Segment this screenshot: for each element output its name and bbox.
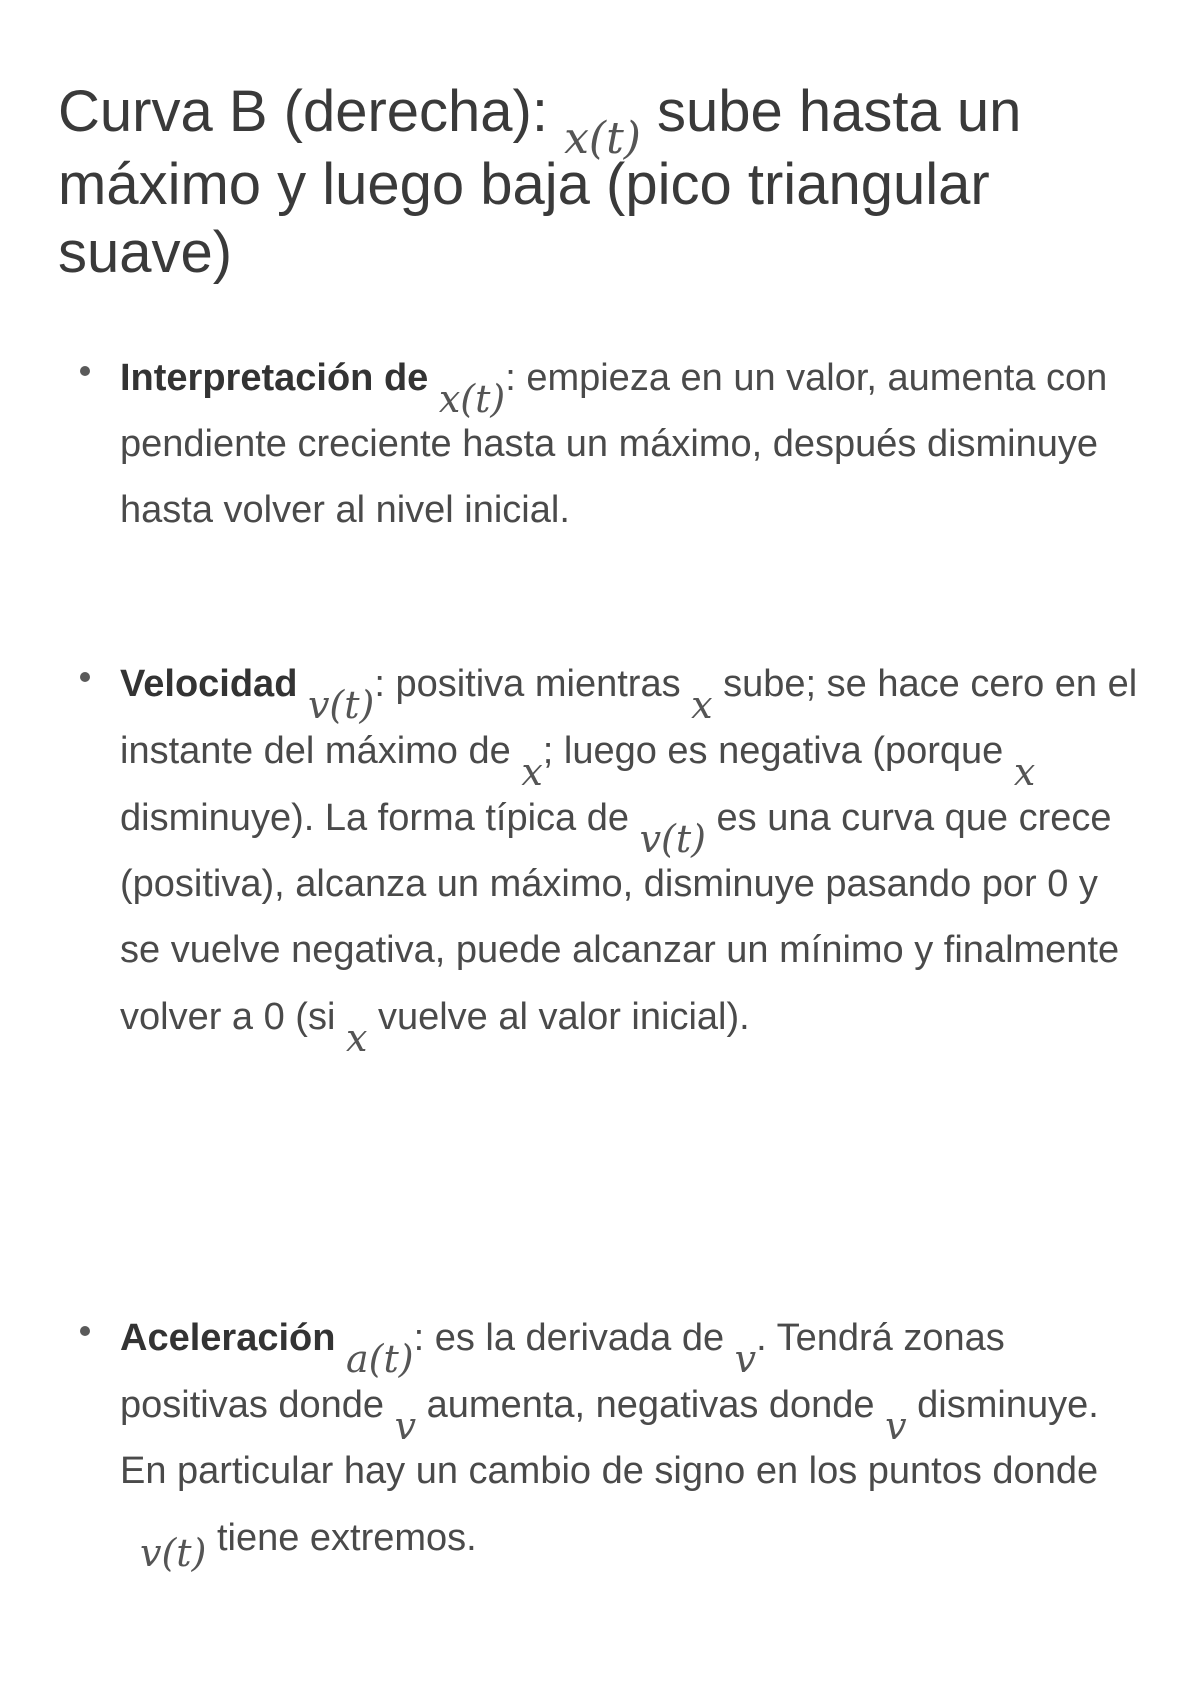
heading-text-end: sube hasta un máximo y luego baja (pico triangular suave) bbox=[58, 79, 1022, 285]
math-x-of-t: x(t) bbox=[438, 377, 506, 421]
bullet-dot bbox=[80, 366, 90, 376]
item-text: es una curva que crece (positiva), alcanza un máximo, disminuye pasando por 0 y se vuelve negativa, puede alcanzar un mínimo y finalmente volver a 0 (si bbox=[120, 797, 1120, 1038]
section-heading bbox=[58, 78, 1138, 287]
math-x: x bbox=[345, 1016, 368, 1060]
item-text: : positiva mientras bbox=[374, 663, 692, 705]
math-v-of-t: v(t) bbox=[639, 817, 706, 861]
item-text: vuelve al valor inicial). bbox=[367, 996, 750, 1038]
item-text: : es la derivada de bbox=[413, 1317, 735, 1359]
math-x: x bbox=[691, 683, 713, 727]
item-text: sube; se hace cero en el instante del máximo de bbox=[120, 663, 1138, 772]
item-text: aumenta, negativas donde bbox=[416, 1384, 886, 1426]
heading-math-x-of-t: x(t) bbox=[564, 113, 641, 164]
math-v: v bbox=[734, 1337, 757, 1381]
list-item-velocity bbox=[120, 650, 1140, 1060]
item-text: ; luego es negativa (porque bbox=[542, 730, 1014, 772]
math-x: x bbox=[521, 750, 543, 794]
item-text: tiene extremos. bbox=[206, 1517, 477, 1559]
bullet-dot bbox=[80, 672, 90, 682]
math-v-of-t: v(t) bbox=[307, 683, 375, 727]
math-v: v bbox=[394, 1404, 417, 1448]
bullet-dot bbox=[80, 1326, 90, 1336]
math-v: v bbox=[885, 1404, 907, 1448]
item-text: disminuye). La forma típica de bbox=[120, 797, 640, 839]
list-item-acceleration bbox=[120, 1304, 1140, 1575]
list-item-interpretation bbox=[120, 344, 1140, 543]
math-x: x bbox=[1013, 750, 1036, 794]
item-text: : empieza en un valor, aumenta con pendiente creciente hasta un máximo, después disminuye hasta volver al nivel inicial. bbox=[120, 357, 1108, 531]
item-label: Interpretación de bbox=[120, 357, 439, 399]
item-label: Aceleración bbox=[120, 1317, 346, 1359]
item-text: . Tendrá zonas positivas donde bbox=[120, 1317, 1005, 1426]
heading-text-start: Curva B (derecha): bbox=[58, 79, 565, 144]
item-label: Velocidad bbox=[120, 663, 308, 705]
math-a-of-t: a(t) bbox=[346, 1337, 414, 1381]
item-text: disminuye. En particular hay un cambio de signo en los puntos donde bbox=[120, 1384, 1099, 1492]
math-v-of-t: v(t) bbox=[140, 1531, 207, 1575]
